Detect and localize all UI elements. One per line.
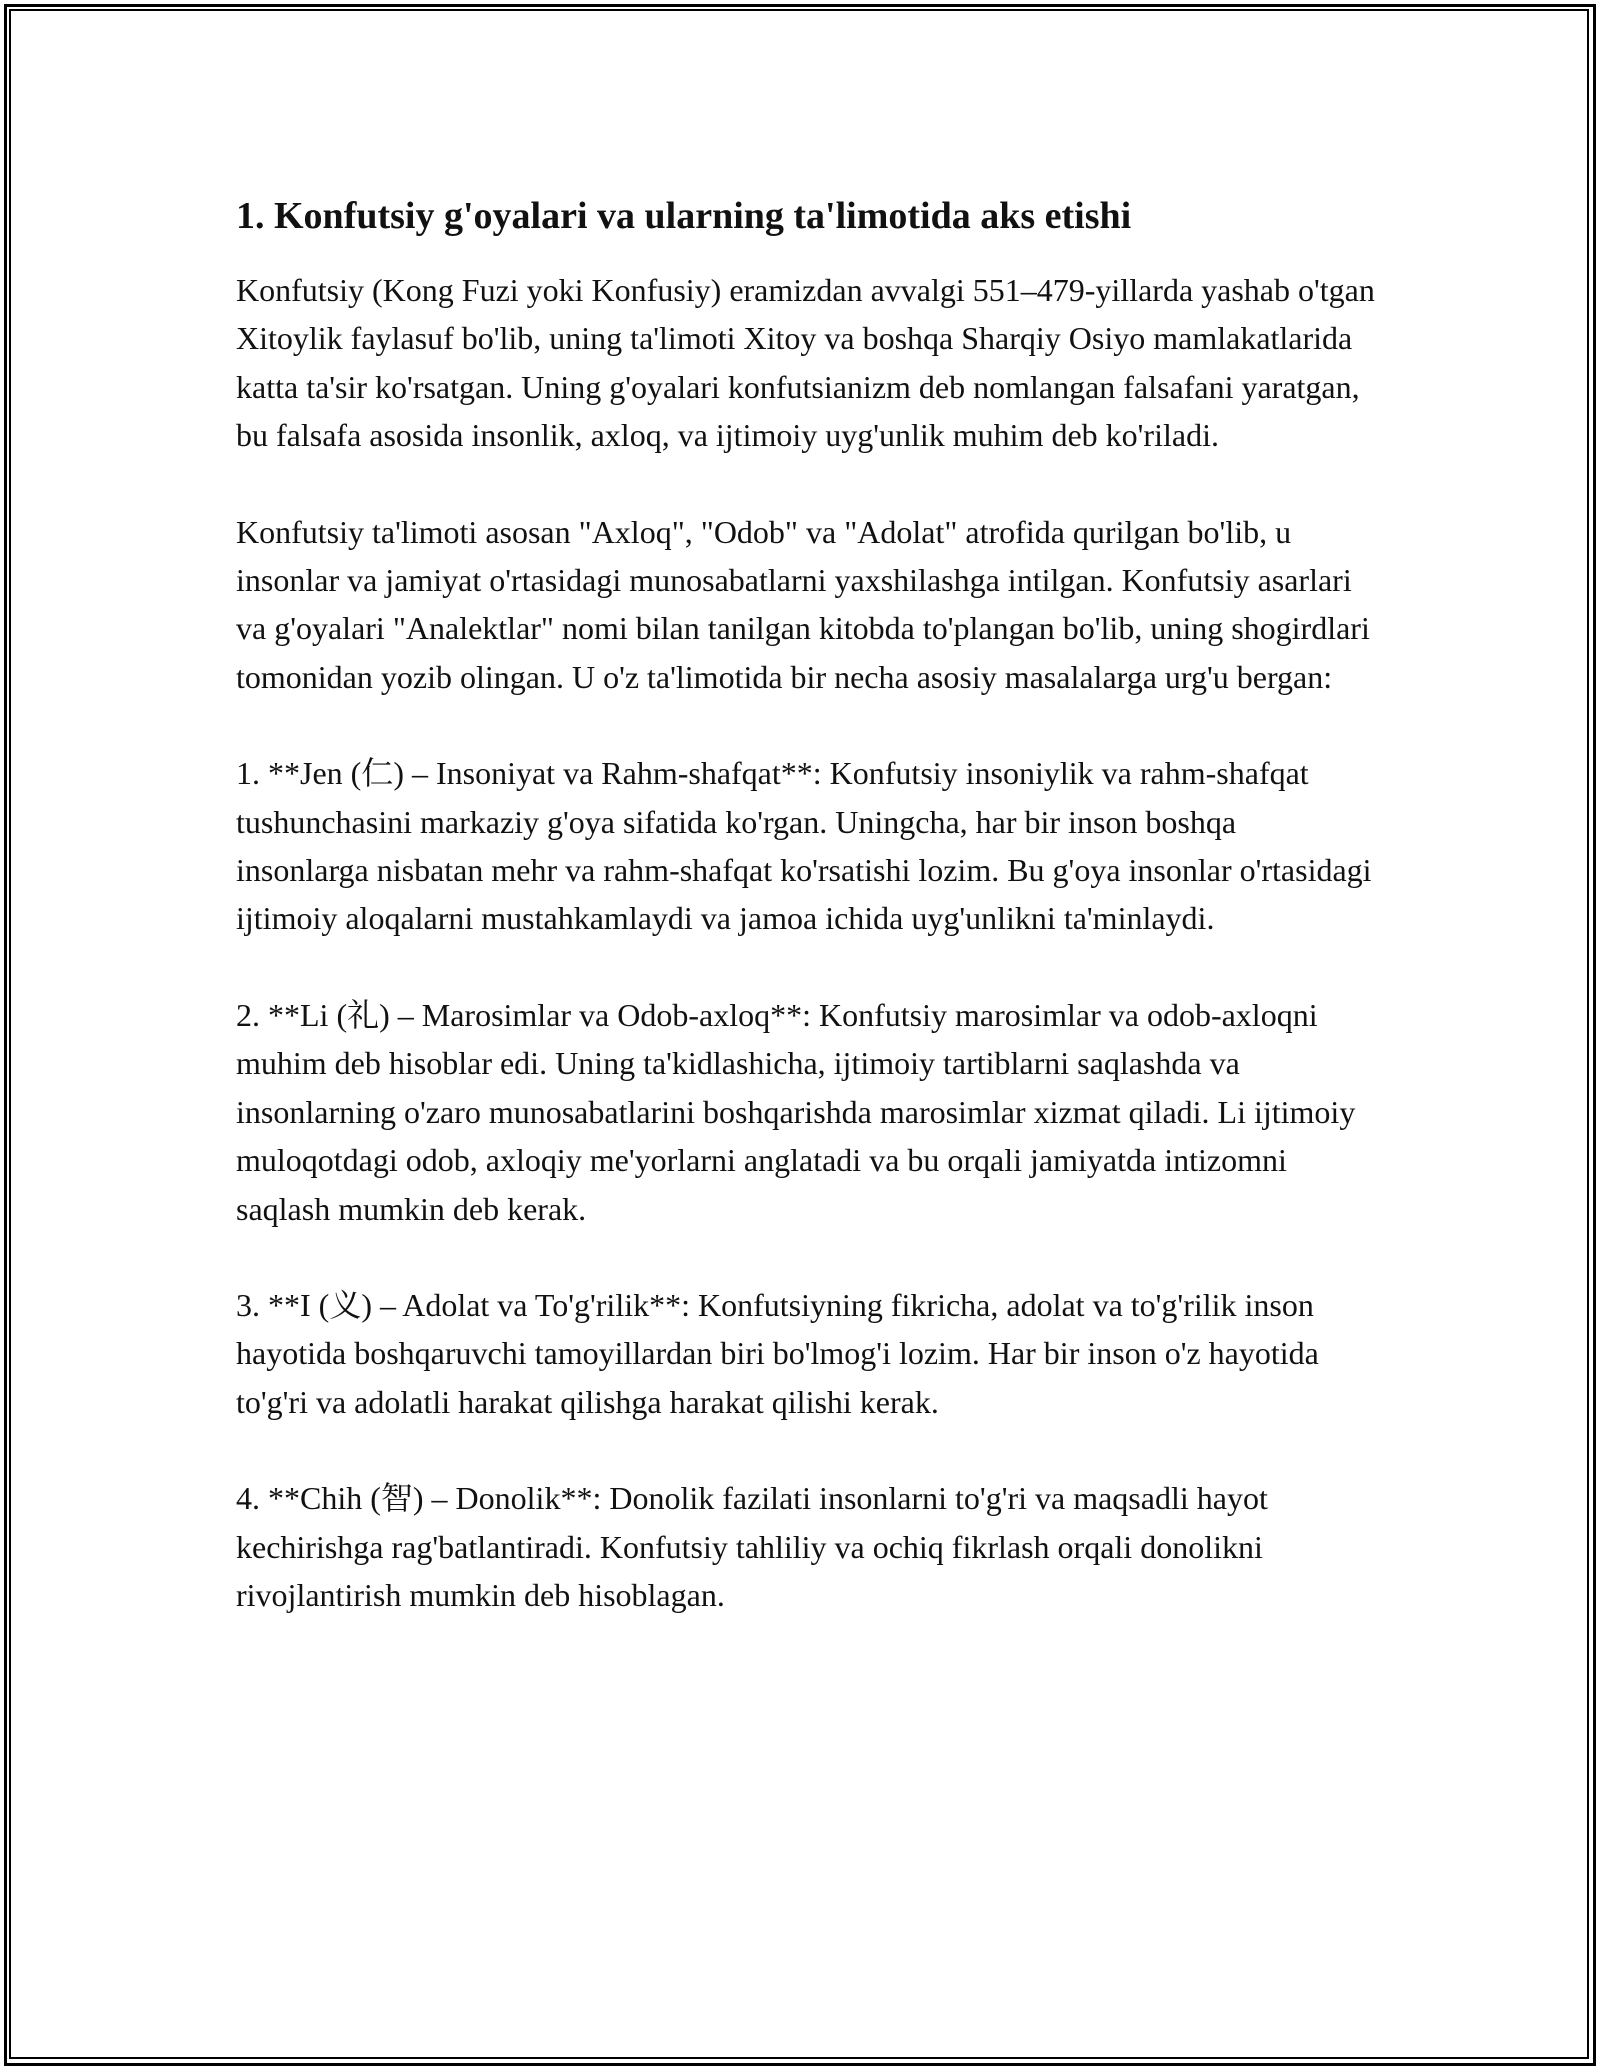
paragraph-teachings: Konfutsiy ta'limoti asosan "Axloq", "Odob" va "Adolat" atrofida qurilgan bo'lib, u insonlar va jamiyat o'rtasidagi munosabatlarni yaxshilashga intilgan. Konfutsiy asarlari va g'oyalari "Analektlar" nomi bilan tanilgan kitobda to'plangan bo'lib, uning shogirdlari tomonidan yozib olingan. U o'z ta'limotida bir necha asosiy masalalarga urg'u bergan: [236,513,1370,695]
list-item-chih: 4. **Chih (智) – Donolik**: Donolik fazilati insonlarni to'g'ri va maqsadli hayot kechirishga rag'batlantiradi. Konfutsiy tahliliy va ochiq fikrlash orqali donolikni rivojlantirish mumkin deb hisoblagan. [236,1480,1268,1613]
section-heading: 1. Konfutsiy g'oyalari va ularning ta'limotida aks etishi [236,195,1132,237]
list-item-li: 2. **Li (礼) – Marosimlar va Odob-axloq**: Konfutsiy marosimlar va odob-axloqni muhim deb hisoblar edi. Uning ta'kidlashicha, ijtimoiy tartiblarni saqlashda va insonlarning o'zaro munosabatlarini boshqarishda marosimlar xizmat qiladi. Li ijtimoiy muloqotdagi odob, axloqiy me'yorlarni anglatadi va bu orqali jamiyatda intizomni saqlash mumkin deb kerak. [236,996,1356,1227]
document-body [236,186,1376,1667]
paragraph-intro: Konfutsiy (Kong Fuzi yoki Konfusiy) eramizdan avvalgi 551–479-yillarda yashab o'tgan Xitoylik faylasuf bo'lib, uning ta'limoti Xitoy va boshqa Sharqiy Osiyo mamlakatlarida katta ta'sir ko'rsatgan. Uning g'oyalari konfutsianizm deb nomlangan falsafani yaratgan, bu falsafa asosida insonlik, axloq, va ijtimoiy uyg'unlik muhim deb ko'riladi. [236,272,1375,454]
list-item-jen: 1. **Jen (仁) – Insoniyat va Rahm-shafqat**: Konfutsiy insoniylik va rahm-shafqat tushunchasini markaziy g'oya sifatida ko'rgan. Uningcha, har bir inson boshqa insonlarga nisbatan mehr va rahm-shafqat ko'rsatishi lozim. Bu g'oya insonlar o'rtasidagi ijtimoiy aloqalarni mustahkamlaydi va jamoa ichida uyg'unlikni ta'minlaydi. [236,755,1372,937]
list-item-i: 3. **I (义) – Adolat va To'g'rilik**: Konfutsiyning fikricha, adolat va to'g'rilik inson hayotida boshqaruvchi tamoyillardan biri bo'lmog'i lozim. Har bir inson o'z hayotida to'g'ri va adolatli harakat qilishga harakat qilishi kerak. [236,1286,1319,1420]
